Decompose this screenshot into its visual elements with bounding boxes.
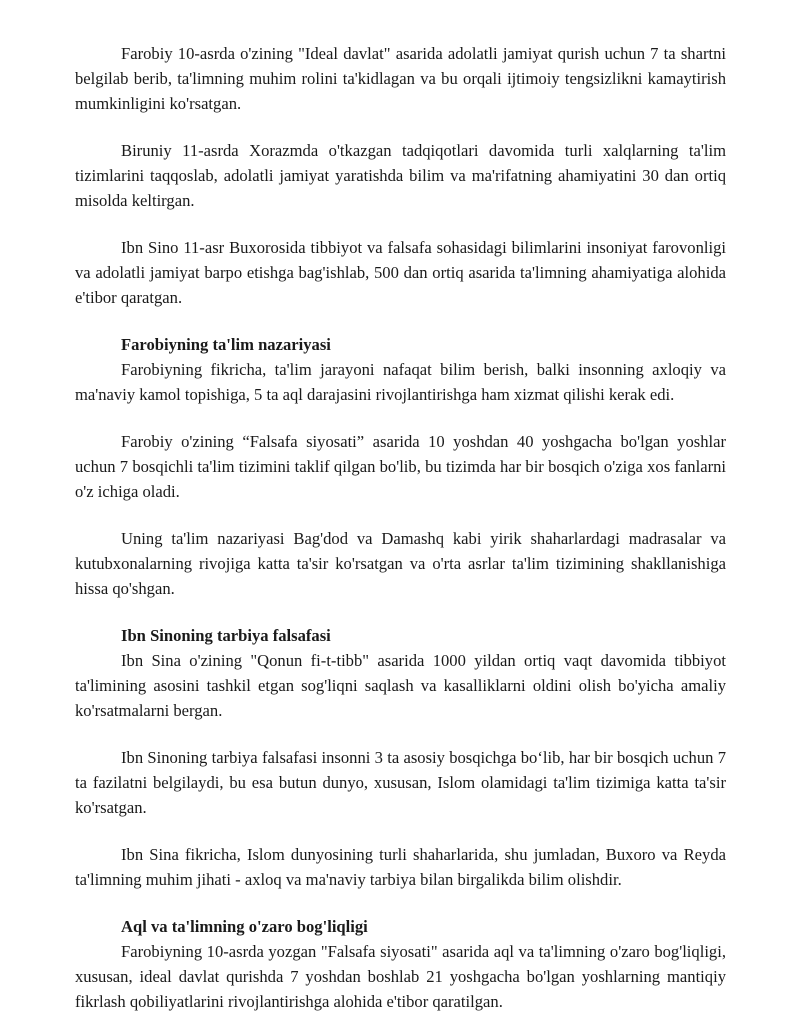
paragraph-falsafa-siyosati: Farobiy o'zining “Falsafa siyosati” asarida 10 yoshdan 40 yoshgacha bo'lgan yoshlar uchun 7 bosqichli ta'lim tizimini taklif qilgan bo'lib, bu tizimda har bir bosqich o'ziga xos fanlarni o'z ichiga oladi. xyxy=(75,432,726,501)
paragraph-qonun: Ibn Sina o'zining "Qonun fi-t-tibb" asarida 1000 yildan ortiq vaqt davomida tibbiyot ta'limining asosini tashkil etgan sog'liqni saqlash va kasalliklarni oldini olish bo'yicha amaliy ko'rsatmalarni bergan. xyxy=(75,651,726,720)
paragraph-farobiy-ideal-davlat: Farobiy 10-asrda o'zining "Ideal davlat" asarida adolatli jamiyat qurish uchun 7 ta shartni belgilab berib, ta'limning muhim rolini ta'kidlagan va bu orqali ijtimoiy tengsizlikni kamaytirish mumkinligini ko'rsatgan. xyxy=(75,44,726,113)
paragraph-biruniy: Biruniy 11-asrda Xorazmda o'tkazgan tadqiqotlari davomida turli xalqlarning ta'lim tizimlarini taqqoslab, adolatli jamiyat yaratishda bilim va ma'rifatning ahamiyatini 30 dan ortiq misolda keltirgan. xyxy=(75,141,726,210)
paragraph-farobiy-fikricha: Farobiyning fikricha, ta'lim jarayoni nafaqat bilim berish, balki insonning axloqiy va ma'naviy kamol topishiga, 5 ta aql darajasini rivojlantirishga ham xizmat qilishi kerak edi. xyxy=(75,360,726,404)
heading-ibn-sino-tarbiya: Ibn Sinoning tarbiya falsafasi xyxy=(121,626,331,645)
paragraph-ibn-sina-fikricha: Ibn Sina fikricha, Islom dunyosining turli shaharlarida, shu jumladan, Buxoro va Reyda ta'limning muhim jihati - axloq va ma'naviy tarbiya bilan birgalikda bilim olishdir. xyxy=(75,845,726,889)
heading-farobiy-talim: Farobiyning ta'lim nazariyasi xyxy=(121,335,331,354)
paragraph-ibn-sino-buxoro: Ibn Sino 11-asr Buxorosida tibbiyot va falsafa sohasidagi bilimlarini insoniyat farovonligi va adolatli jamiyat barpo etishga bag'ishlab, 500 dan ortiq asarida ta'limning ahamiyatiga alohida e'tibor qaratgan. xyxy=(75,238,726,307)
paragraph-aql-talim-boglik: Farobiyning 10-asrda yozgan "Falsafa siyosati" asarida aql va ta'limning o'zaro bog'liqligi, xususan, ideal davlat qurishda 7 yoshdan boshlab 21 yoshgacha bo'lgan yoshlarning mantiqiy fikrlash qobiliyatlarini rivojlantirishga alohida e'tibor qaratilgan. xyxy=(75,942,726,1011)
paragraph-tarbiya-falsafasi: Ibn Sinoning tarbiya falsafasi insonni 3 ta asosiy bosqichga bo‘lib, har bir bosqich uchun 7 ta fazilatni belgilaydi, bu esa butun dunyo, xususan, Islom olamidagi ta'lim tizimiga katta ta'sir ko'rsatgan. xyxy=(75,748,726,817)
heading-aql-talim: Aql va ta'limning o'zaro bog'liqligi xyxy=(121,917,368,936)
paragraph-bagdod-damashq: Uning ta'lim nazariyasi Bag'dod va Damashq kabi yirik shaharlardagi madrasalar va kutubxonalarning rivojiga katta ta'sir ko'rsatgan va o'rta asrlar ta'lim tizimining shakllanishiga hissa qo'shgan. xyxy=(75,529,726,598)
